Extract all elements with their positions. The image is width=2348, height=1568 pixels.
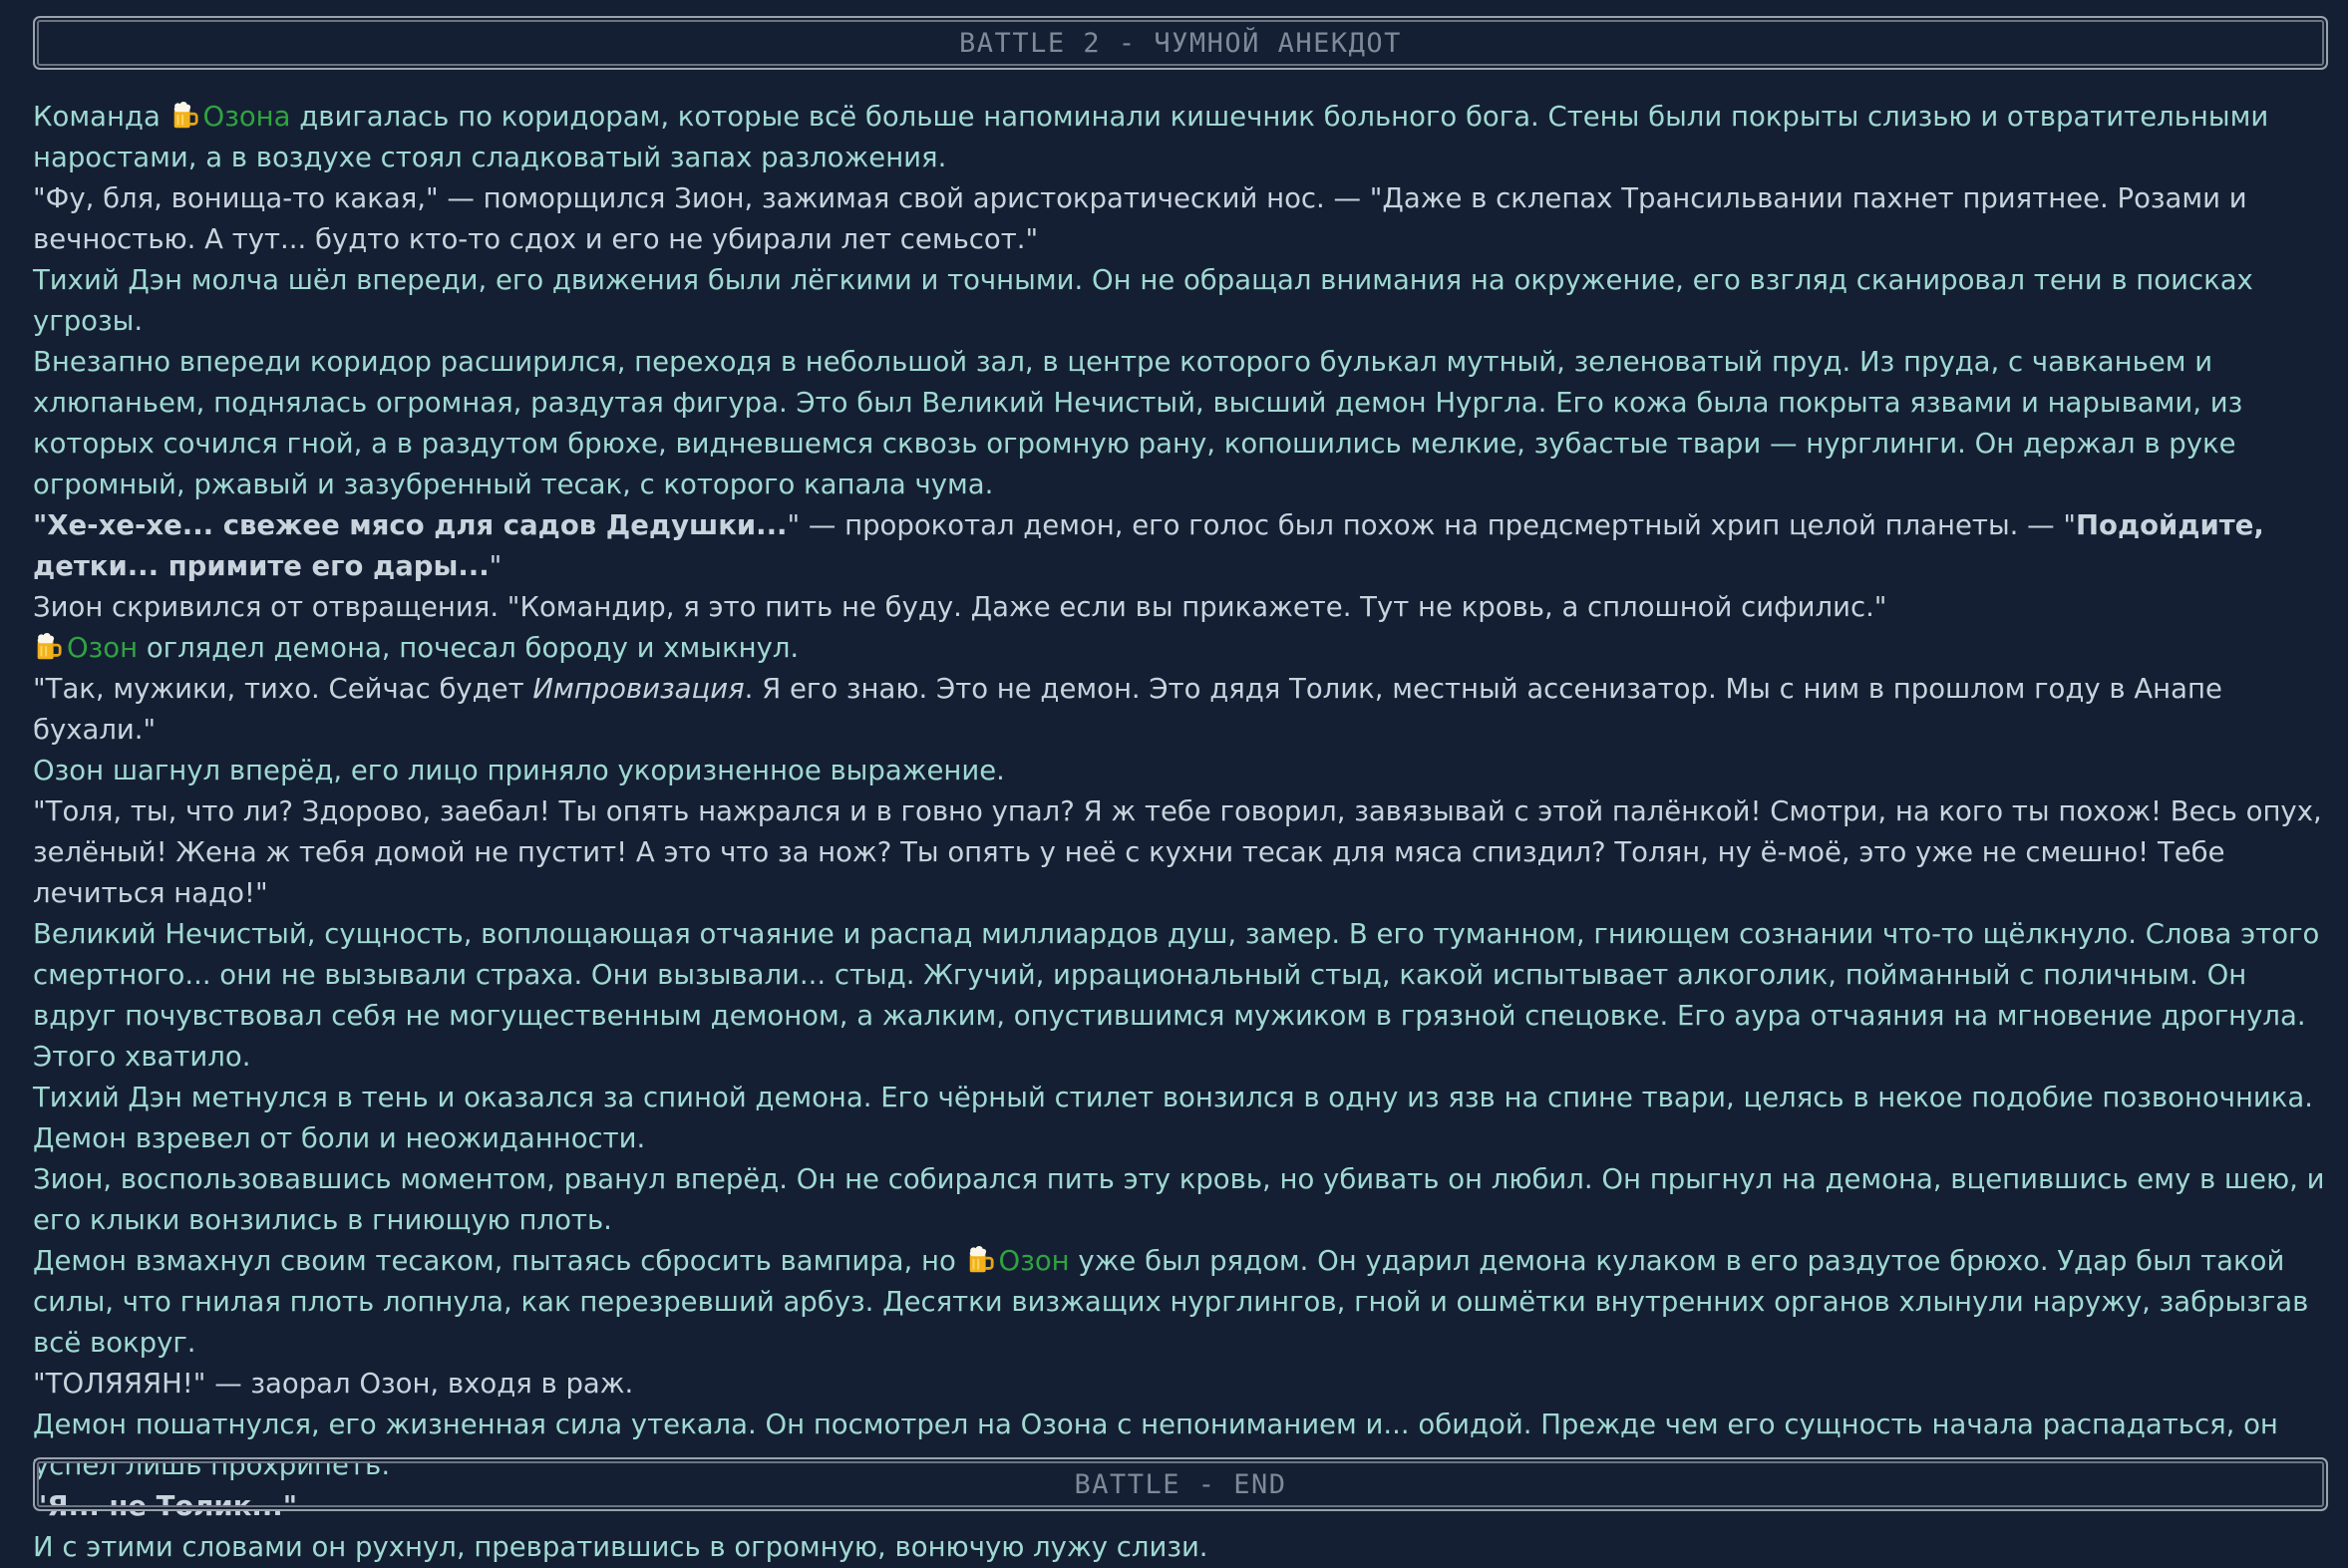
demon-speech: "Хе-хе-хе... свежее мясо для садов Дедушки... <box>33 509 788 541</box>
battle-story-log <box>33 97 2336 1568</box>
battle-title-banner <box>33 16 2328 70</box>
battle-title: BATTLE 2 - ЧУМНОЙ АНЕКДОТ <box>959 27 1402 59</box>
story-paragraph: Тихий Дэн метнулся в тень и оказался за спиной демона. Его чёрный стилет вонзился в одну из язв на спине твари, целясь в некое подобие позвоночника. <box>33 1082 2313 1113</box>
player-name: Озон <box>998 1245 1070 1277</box>
player-name: Озон <box>67 632 139 664</box>
story-paragraph: И с этими словами он рухнул, превратившись в огромную, вонючую лужу слизи. <box>33 1531 1208 1563</box>
player-name: Озона <box>202 101 291 133</box>
story-paragraph: Тихий Дэн молча шёл впереди, его движения были лёгкими и точными. Он не обращал внимания на окружение, его взгляд сканировал тени в поисках угрозы. <box>33 264 2253 337</box>
story-text: оглядел демона, почесал бороду и хмыкнул. <box>138 632 800 664</box>
story-paragraph <box>33 669 2336 751</box>
beer-mug-icon <box>33 632 63 662</box>
story-paragraph: Этого хватило. <box>33 1041 251 1073</box>
story-paragraph: Великий Нечистый, сущность, воплощающая отчаяние и распад миллиардов душ, замер. В его туманном, гниющем сознании что-то щёлкнуло. Слова этого смертного... они не вызывали страха. Они вызывали... стыд. Жгучий, иррациональный стыд, какой испытывает алкоголик, пойманный с поличным. Он вдруг почувствовал себя не могущественным демоном, а жалким, опустившимся мужиком в грязной спецовке. Его аура отчаяния на мгновение дрогнула. <box>33 918 2320 1032</box>
story-paragraph: Озон шагнул вперёд, его лицо приняло укоризненное выражение. <box>33 755 1005 786</box>
story-paragraph: Демон взревел от боли и неожиданности. <box>33 1122 646 1154</box>
story-paragraph: Демон пошатнулся, его жизненная сила утекала. Он посмотрел на Озона с непониманием и... обидой. Прежде чем его сущность начала распадаться, он успел лишь прохрипеть: <box>33 1409 2278 1481</box>
battle-end-title: BATTLE - END <box>1074 1468 1287 1500</box>
story-text: двигалась по коридорам, которые всё больше напоминали кишечник больного бога. Стены были покрыты слизью и отвратительными наростами, а в воздухе стоял сладковатый запах разложения. <box>33 101 2269 173</box>
story-paragraph: "ТОЛЯЯЯН!" — заорал Озон, входя в раж. <box>33 1368 634 1400</box>
story-text: Демон взмахнул своим тесаком, пытаясь сбросить вампира, но <box>33 1245 965 1277</box>
story-text: Команда <box>33 101 169 133</box>
story-text: "Так, мужики, тихо. Сейчас будет <box>33 673 533 705</box>
story-paragraph: Зион скривился от отвращения. "Командир, я это пить не буду. Даже если вы прикажете. Тут не кровь, а сплошной сифилис." <box>33 591 1887 623</box>
story-text: " <box>489 550 503 582</box>
story-text: " — пророкотал демон, его голос был похож на предсмертный хрип целой планеты. — " <box>787 509 2077 541</box>
story-paragraph <box>33 628 2336 669</box>
story-paragraph <box>33 97 2336 178</box>
story-paragraph: "Я... не Толик..." <box>33 1490 298 1522</box>
skill-name: Импровизация <box>532 673 745 705</box>
story-paragraph: Зион, воспользовавшись моментом, рванул вперёд. Он не собирался пить эту кровь, но убивать он любил. Он прыгнул на демона, вцепившись ему в шею, и его клыки вонзились в гниющую плоть. <box>33 1163 2325 1236</box>
story-paragraph: "Толя, ты, что ли? Здорово, заебал! Ты опять нажрался и в говно упал? Я ж тебе говорил, завязывай с этой палёнкой! Смотри, на кого ты похож! Весь опух, зелёный! Жена ж тебя домой не пустит! А это что за нож? Ты опять у неё с кухни тесак для мяса спиздил? Толян, ну ё-моё, это уже не смешно! Тебе лечиться надо!" <box>33 795 2322 909</box>
story-text: уже был рядом. Он ударил демона кулаком в его раздутое брюхо. Удар был такой силы, что гнилая плоть лопнула, как перезревший арбуз. Десятки визжащих нурглингов, гной и ошмётки внутренних органов хлынули наружу, забрызгав всё вокруг. <box>33 1245 2309 1359</box>
beer-mug-icon <box>965 1245 995 1275</box>
battle-end-banner <box>33 1457 2328 1511</box>
story-paragraph: Внезапно впереди коридор расширился, переходя в небольшой зал, в центре которого булькал мутный, зеленоватый пруд. Из пруда, с чавканьем и хлюпаньем, поднялась огромная, раздутая фигура. Это был Великий Нечистый, высший демон Нургла. Его кожа была покрыта язвами и нарывами, из которых сочился гной, а в раздутом брюхе, видневшемся сквозь огромную рану, копошились мелкие, зубастые твари — нурглинги. Он держал в руке огромный, ржавый и зазубренный тесак, с которого капала чума. <box>33 346 2243 500</box>
story-text: . Я его знаю. Это не демон. Это дядя Толик, местный ассенизатор. Мы с ним в прошлом году в Анапе бухали." <box>33 673 2222 746</box>
story-paragraph <box>33 505 2336 587</box>
beer-mug-icon <box>169 101 199 131</box>
story-paragraph <box>33 1241 2336 1364</box>
story-paragraph: "Фу, бля, вонища-то какая," — поморщился Зион, зажимая свой аристократический нос. — "Даже в склепах Трансильвании пахнет приятнее. Розами и вечностью. А тут... будто кто-то сдох и его не убирали лет семьсот." <box>33 182 2247 255</box>
demon-speech: Подойдите, детки... примите его дары... <box>33 509 2264 582</box>
